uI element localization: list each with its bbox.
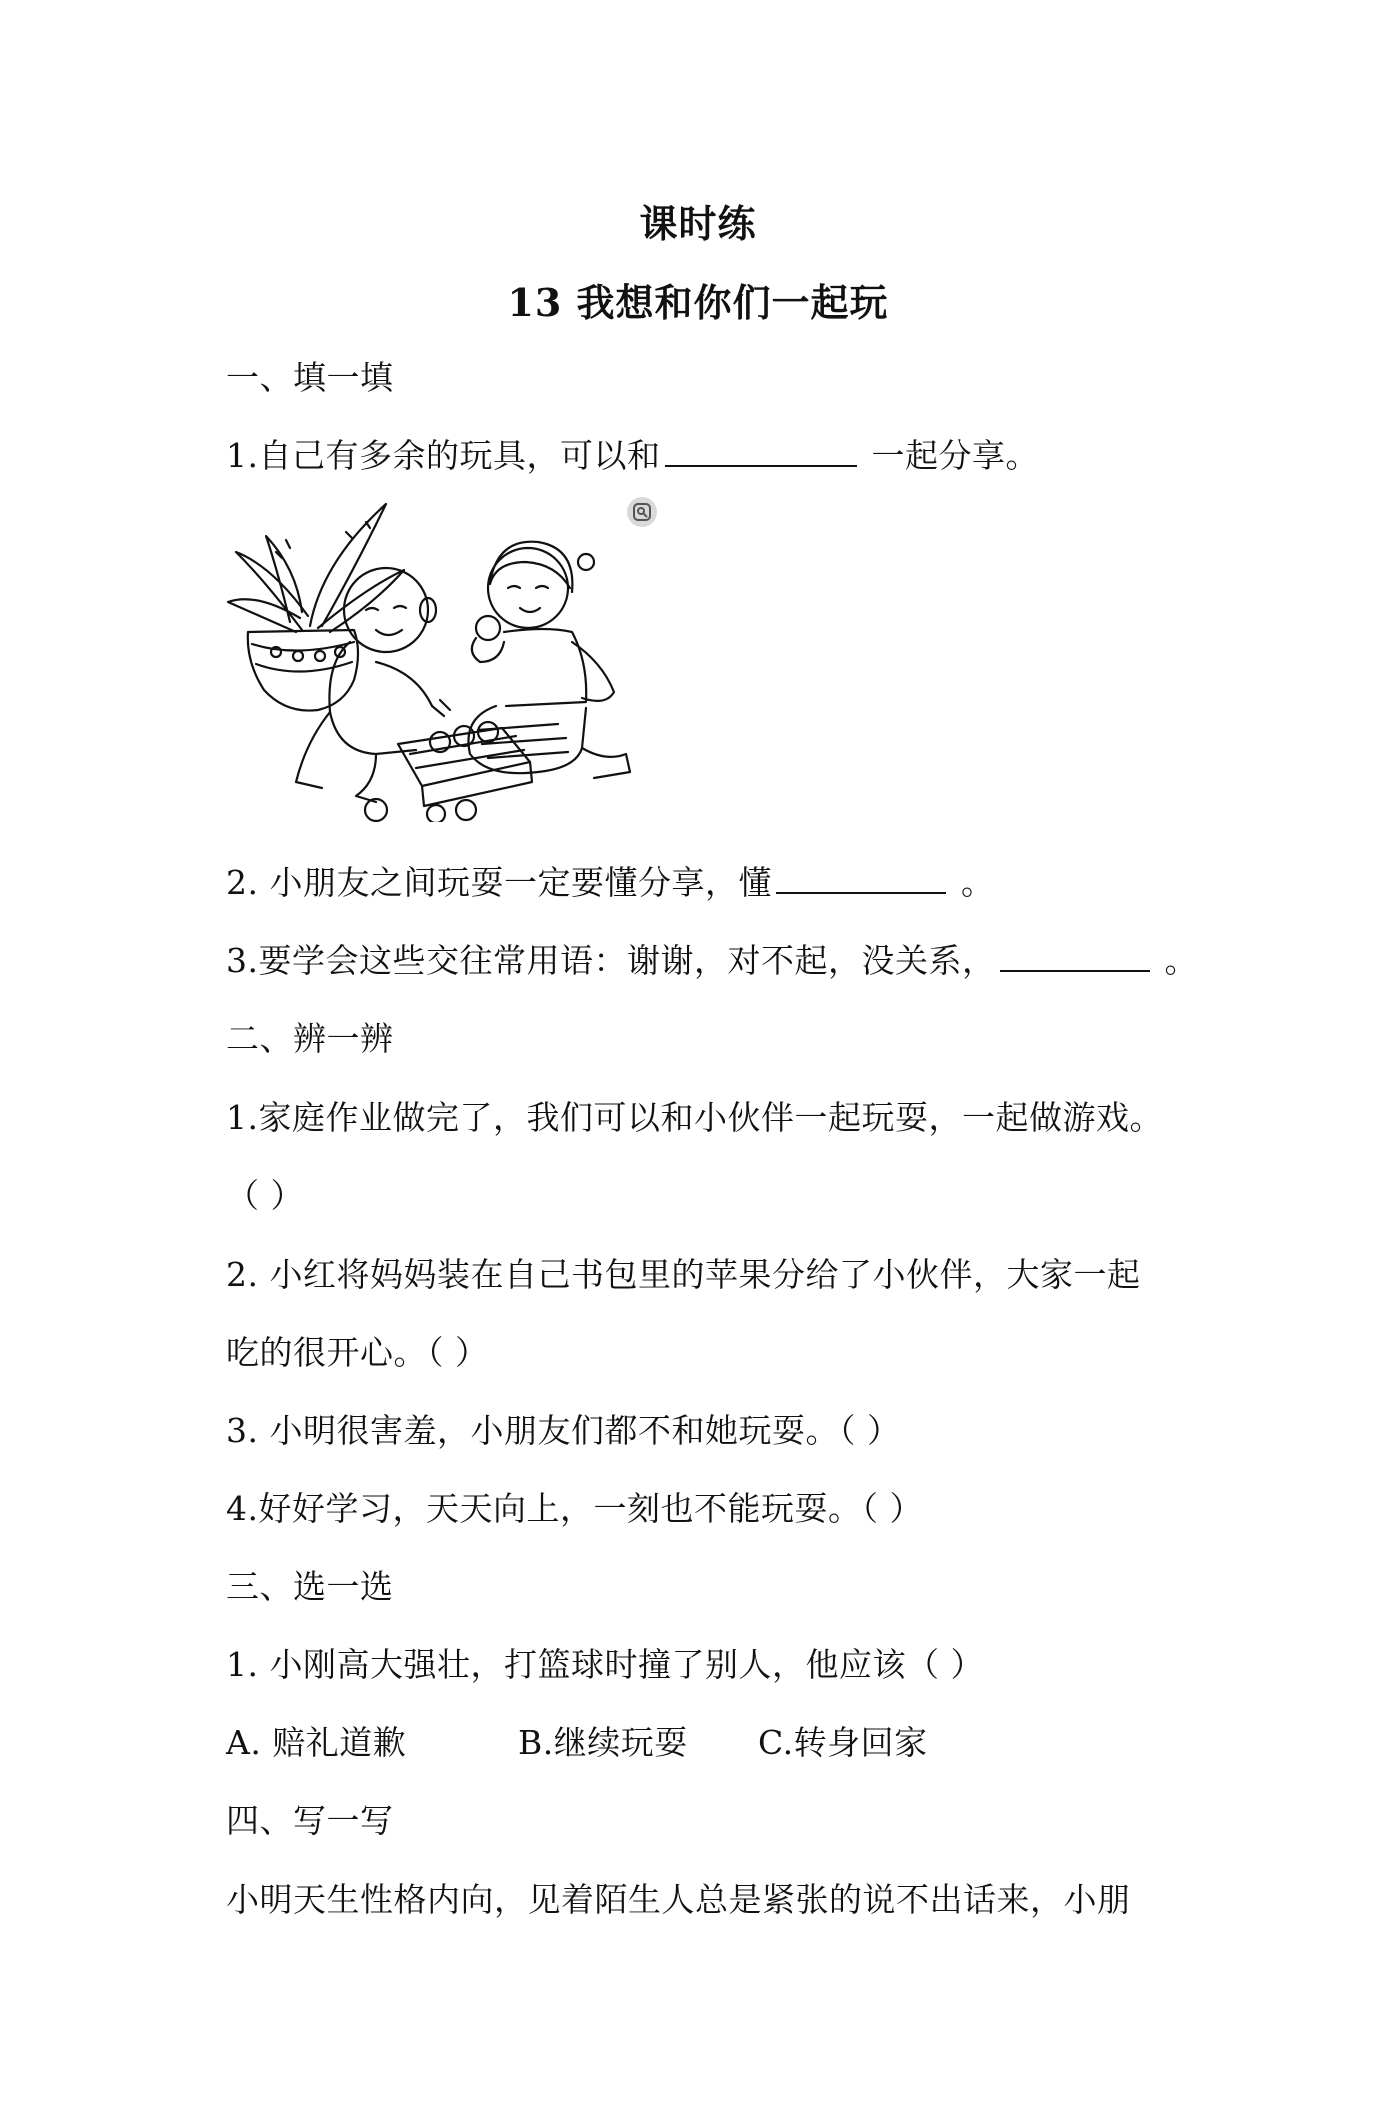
question-1-3-tail: 。: [1153, 941, 1198, 980]
question-2-2-line-1: 2. 小红将妈妈装在自己书包里的苹果分给了小伙伴，大家一起: [226, 1255, 1141, 1294]
children-sharing-fruit-illustration: [226, 492, 671, 822]
question-2-4: 4.好好学习，天天向上，一刻也不能玩耍。（ ）: [226, 1489, 923, 1528]
section-3-heading: 三、选一选: [226, 1567, 394, 1606]
option-b[interactable]: B.继续玩耍: [518, 1723, 688, 1762]
option-a[interactable]: A. 赔礼道歉: [226, 1723, 407, 1762]
section-2-heading: 二、辨一辨: [226, 1019, 394, 1058]
section-4-heading: 四、写一写: [226, 1801, 394, 1840]
question-3-1: 1. 小刚高大强壮，打篮球时撞了别人，他应该（ ）: [226, 1645, 984, 1684]
question-1-3: [226, 935, 1198, 982]
question-1-1-tail: 一起分享。: [860, 436, 1039, 475]
zoom-icon[interactable]: [627, 497, 657, 527]
question-2-3: 3. 小明很害羞，小朋友们都不和她玩耍。（ ）: [226, 1411, 901, 1450]
question-2-2-line-2: 吃的很开心。（ ）: [226, 1333, 489, 1372]
question-2-1-answer-paren[interactable]: （ ）: [226, 1176, 304, 1215]
question-1-1-text: 1.自己有多余的玩具，可以和: [226, 436, 661, 475]
zoom-icon-glyph: [627, 497, 657, 527]
question-1-2-tail: 。: [949, 863, 995, 902]
question-2-1: 1.家庭作业做完了，我们可以和小伙伴一起玩耍，一起做游戏。: [226, 1098, 1163, 1137]
option-c[interactable]: C.转身回家: [758, 1723, 928, 1762]
section-4-passage: 小明天生性格内向，见着陌生人总是紧张的说不出话来，小朋: [226, 1880, 1131, 1919]
page-title: 课时练: [639, 201, 757, 246]
answer-blank-1-1[interactable]: [665, 435, 857, 467]
question-1-2-text: 2. 小朋友之间玩耍一定要懂分享，懂: [226, 863, 772, 902]
answer-blank-1-2[interactable]: [776, 862, 946, 894]
question-1-3-text: 3.要学会这些交往常用语：谢谢，对不起，没关系，: [226, 941, 996, 980]
question-3-1-options: [226, 1717, 928, 1764]
answer-blank-1-3[interactable]: [1000, 940, 1150, 972]
lesson-title: 13 我想和你们一起玩: [507, 280, 889, 325]
question-1-1: [226, 430, 1039, 477]
illustration-svg: [226, 492, 671, 822]
question-1-2: [226, 857, 994, 904]
section-1-heading: 一、填一填: [226, 358, 394, 397]
